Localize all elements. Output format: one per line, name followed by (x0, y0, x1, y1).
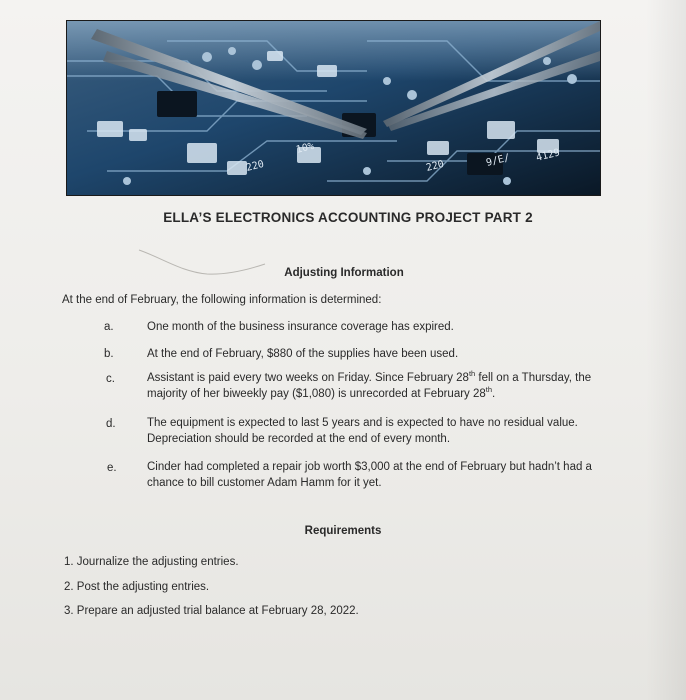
requirement-line: 3. Prepare an adjusted trial balance at February 28, 2022. (64, 605, 359, 617)
item-letter: d. (106, 418, 116, 430)
item-letter: a. (104, 321, 114, 333)
item-text: . (492, 388, 496, 400)
list-item (147, 370, 617, 402)
requirement-line: 2. Post the adjusting entries. (64, 581, 210, 593)
list-item (147, 415, 617, 447)
silkscreen-label: 4129 (535, 147, 562, 164)
intro-text: At the end of February, the following information is determined: (62, 294, 382, 306)
section-subtitle: Adjusting Information (284, 267, 404, 279)
superscript: th (485, 385, 493, 395)
item-text: Assistant is paid every two weeks on Friday. Since February 28 (147, 372, 469, 384)
silkscreen-label: 9/E/ (485, 152, 512, 169)
list-item (147, 319, 617, 335)
item-letter: b. (104, 348, 114, 360)
item-text: At the end of February, $880 of the supplies have been used. (147, 348, 459, 360)
superscript: th (468, 369, 476, 379)
item-letter: c. (106, 373, 115, 385)
requirements-heading: Requirements (304, 525, 382, 537)
list-item (147, 459, 617, 491)
silkscreen-label: 220 (425, 158, 446, 174)
item-text: The equipment is expected to last 5 years and is expected to have no residual value. Depreciation should be recorded at the end of every month. (147, 417, 578, 445)
list-item (147, 346, 617, 362)
item-text: Cinder had completed a repair job worth $3,000 at the end of February but hadn’t had a chance to bill customer Adam Hamm for it yet. (147, 461, 592, 489)
silkscreen-label: 220 (245, 158, 266, 174)
item-text: fell on a Thursday, the majority of her biweekly pay ($1,080) is unrecorded at February 28 (147, 372, 592, 400)
circuit-board-banner (66, 20, 601, 196)
circuit-board-photo-icon (67, 21, 600, 195)
page-title: ELLA’S ELECTRONICS ACCOUNTING PROJECT PART 2 (163, 210, 533, 225)
item-letter: e. (107, 462, 117, 474)
requirement-line: 1. Journalize the adjusting entries. (64, 556, 239, 568)
item-text: One month of the business insurance coverage has expired. (147, 321, 454, 333)
silkscreen-label: 10% (295, 140, 316, 156)
